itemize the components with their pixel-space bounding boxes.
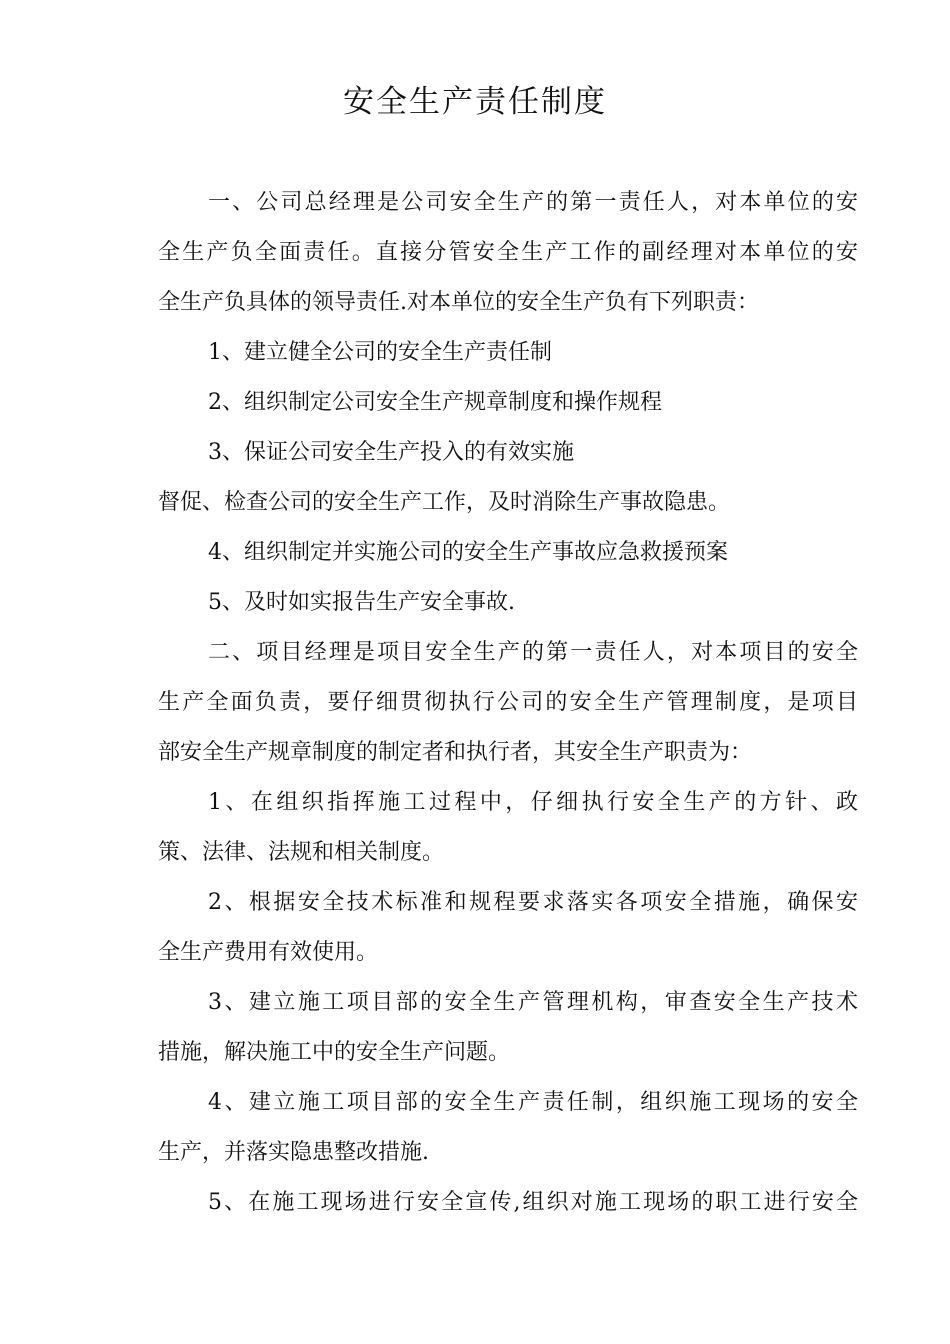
- text-line: 生产，并落实隐患整改措施.: [158, 1140, 429, 1165]
- text-line: 部安全生产规章制度的制定者和执行者，其安全生产职责为：: [158, 740, 753, 765]
- text-line: 生产全面负责，要仔细贯彻执行公司的安全生产管理制度，是项目: [158, 690, 858, 715]
- text-line: 全生产负全面责任。直接分管安全生产工作的副经理对本单位的安: [158, 240, 858, 265]
- text-line: 1、建立健全公司的安全生产责任制: [208, 340, 552, 365]
- text-line: 3、建立施工项目部的安全生产管理机构，审查安全生产技术: [208, 990, 858, 1015]
- text-line: 5、在施工现场进行安全宣传,组织对施工现场的职工进行安全: [208, 1190, 858, 1215]
- text-line: 督促、检查公司的安全生产工作，及时消除生产事故隐患。: [158, 490, 731, 515]
- text-line: 策、法律、法规和相关制度。: [158, 840, 445, 865]
- text-line: 3、保证公司安全生产投入的有效实施: [208, 440, 574, 465]
- text-line: 全生产负具体的领导责任.对本单位的安全生产负有下列职责：: [158, 290, 759, 315]
- text-line: 5、及时如实报告生产安全事故.: [208, 590, 515, 615]
- text-line: 二、项目经理是项目安全生产的第一责任人，对本项目的安全: [208, 640, 858, 665]
- text-line: 2、组织制定公司安全生产规章制度和操作规程: [208, 390, 662, 415]
- text-line: 2、根据安全技术标准和规程要求落实各项安全措施，确保安: [208, 890, 858, 915]
- text-line: 1、在组织指挥施工过程中，仔细执行安全生产的方针、政: [208, 790, 858, 815]
- text-line: 4、建立施工项目部的安全生产责任制，组织施工现场的安全: [208, 1090, 858, 1115]
- text-line: 一、公司总经理是公司安全生产的第一责任人，对本单位的安: [208, 190, 858, 215]
- document-title: 安全生产责任制度: [343, 84, 607, 120]
- text-line: 措施，解决施工中的安全生产问题。: [158, 1040, 511, 1065]
- text-line: 4、组织制定并实施公司的安全生产事故应急救援预案: [208, 540, 728, 565]
- text-line: 全生产费用有效使用。: [158, 940, 379, 965]
